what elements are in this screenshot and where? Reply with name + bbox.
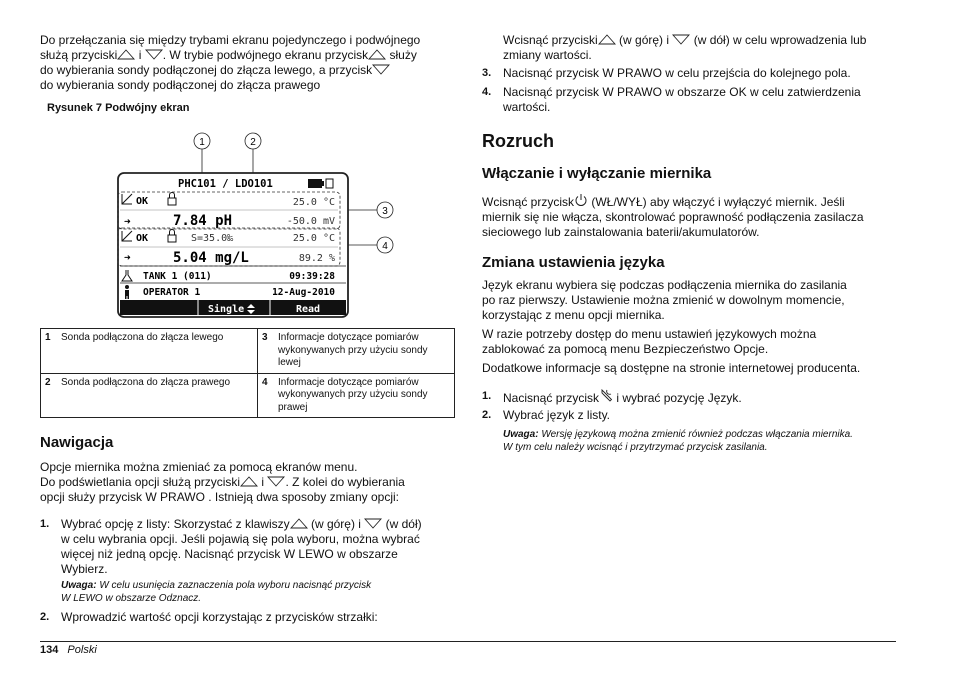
- svg-text:12-Aug-2010: 12-Aug-2010: [272, 287, 335, 298]
- up-arrow-icon: [117, 49, 135, 60]
- language-step-2: 2. Wybrać język z listy.: [482, 408, 611, 422]
- step-1: 1. Wybrać opcję z listy: Skorzystać z klawiszy (w górę) i (w dół) w celu wybrania opcji. Jeśli pojawią się pola wyboru, można wybrać więcej niż jedną opcję. Nacisnąć przycisk W LEWO w obszarze Wybierz.: [40, 517, 422, 576]
- footer-rule: [40, 641, 896, 642]
- note-1: Uwaga: W celu usunięcia zaznaczenia pola wyboru nacisnąć przycisk W LEWO w obszarze Odznacz.: [61, 580, 372, 604]
- step-4: 4. Nacisnąć przycisk W PRAWO w obszarze OK w celu zatwierdzenia wartości.: [482, 85, 861, 114]
- down-arrow-icon: [145, 49, 163, 60]
- down-arrow-icon: [267, 476, 285, 487]
- heading-rozruch: Rozruch: [482, 131, 554, 151]
- up-arrow-icon: [598, 34, 616, 45]
- heading-nawigacja: Nawigacja: [40, 434, 114, 451]
- svg-text:TANK 1 (011): TANK 1 (011): [143, 271, 212, 282]
- power-icon: [574, 193, 588, 207]
- up-arrow-icon: [240, 476, 258, 487]
- heading-power: Włączanie i wyłączanie miernika: [482, 165, 712, 182]
- svg-text:09:39:28: 09:39:28: [289, 271, 335, 282]
- down-arrow-icon: [372, 64, 390, 75]
- svg-text:5.04 mg/L: 5.04 mg/L: [173, 250, 249, 266]
- svg-text:S=35.0‰: S=35.0‰: [191, 233, 234, 244]
- step-2-continued: Wcisnąć przyciski (w górę) i (w dół) w celu wprowadzenia lub zmiany wartości.: [503, 33, 867, 62]
- up-arrow-icon: [368, 49, 386, 60]
- svg-text:-50.0 mV: -50.0 mV: [286, 216, 335, 227]
- svg-text:OK: OK: [136, 196, 149, 207]
- note-2: Uwaga: Wersję językową można zmienić również podczas włączania miernika. W tym celu należy wcisnąć i przytrzymać przycisk zasilania.: [503, 429, 853, 453]
- dual-screen-figure: [110, 128, 400, 320]
- page-number: 134: [40, 644, 59, 656]
- step-2: 2. Wprowadzić wartość opcji korzystając z przycisków strzałki:: [40, 610, 378, 624]
- language-paragraph-3: Dodatkowe informacje są dostępne na stronie internetowej producenta.: [482, 361, 861, 375]
- svg-text:25.0 °C: 25.0 °C: [292, 233, 335, 244]
- figure-legend-table: 1 Sonda podłączona do złącza lewego 3 Informacje dotyczące pomiarów wykonywanych przy użyciu sondy lewej 2 Sonda podłączona do złącza prawego 4 Informacje dotyczące pomiarów wykonywanych przy użyciu sondy prawej: [40, 328, 455, 418]
- up-arrow-icon: [290, 518, 308, 529]
- intro-paragraph: Do przełączania się między trybami ekranu pojedynczego i podwójnego służą przyciski i . W trybie podwójnego ekranu przycisk służy do wybierania sondy podłączonej do złącza lewego, a przycisk do wybierania sondy podłączonej do złącza prawego: [40, 33, 421, 92]
- footer: [40, 643, 97, 657]
- figure-caption: Rysunek 7 Podwójny ekran: [47, 102, 190, 114]
- svg-text:OPERATOR 1: OPERATOR 1: [143, 287, 201, 298]
- power-paragraph: Wcisnąć przycisk (WŁ/WYŁ) aby włączyć i wyłączyć miernik. Jeśli miernik się nie włącza, skontrolować poprawność podłączenia zasilacza sieciowego lub zainstalowania baterii/akumulatorów.: [482, 195, 864, 239]
- svg-text:OK: OK: [136, 233, 149, 244]
- language-paragraph-1: Język ekranu wybiera się podczas podłączenia miernika do zasilania po raz pierwszy. Ustawienie można zmienić w dowolnym momencie, korzystając z menu opcji miernika.: [482, 278, 847, 322]
- svg-text:3: 3: [382, 206, 388, 217]
- svg-text:4: 4: [382, 241, 388, 252]
- screen-header: PHC101 / LDO101: [178, 178, 273, 190]
- language-step-1: 1. Nacisnąć przycisk i wybrać pozycję Język.: [482, 390, 742, 405]
- footer-language: Polski: [67, 644, 97, 656]
- down-arrow-icon: [672, 34, 690, 45]
- down-arrow-icon: [364, 518, 382, 529]
- svg-text:7.84 pH: 7.84 pH: [173, 213, 233, 229]
- svg-text:2: 2: [250, 137, 256, 148]
- svg-text:89.2 %: 89.2 %: [298, 253, 335, 264]
- language-paragraph-2: W razie potrzeby dostęp do menu ustawień językowych można zablokować za pomocą menu Bezpieczeństwo Opcje.: [482, 327, 817, 356]
- wrench-icon: [599, 389, 613, 403]
- softkey-read: Read: [295, 304, 321, 315]
- svg-text:➜: ➜: [124, 215, 131, 228]
- nav-paragraph: Opcje miernika można zmieniać za pomocą ekranów menu. Do podświetlania opcji służą przyciski i . Z kolei do wybierania opcji służy przycisk W PRAWO . Istnieją dwa sposoby zmiany opcji:: [40, 460, 405, 504]
- step-3: 3. Nacisnąć przycisk W PRAWO w celu przejścia do kolejnego pola.: [482, 66, 851, 80]
- svg-text:25.0 °C: 25.0 °C: [292, 197, 335, 208]
- softkey-single: Single: [208, 304, 245, 315]
- heading-language: Zmiana ustawienia języka: [482, 254, 665, 271]
- svg-text:1: 1: [199, 137, 205, 148]
- svg-text:➜: ➜: [124, 251, 131, 264]
